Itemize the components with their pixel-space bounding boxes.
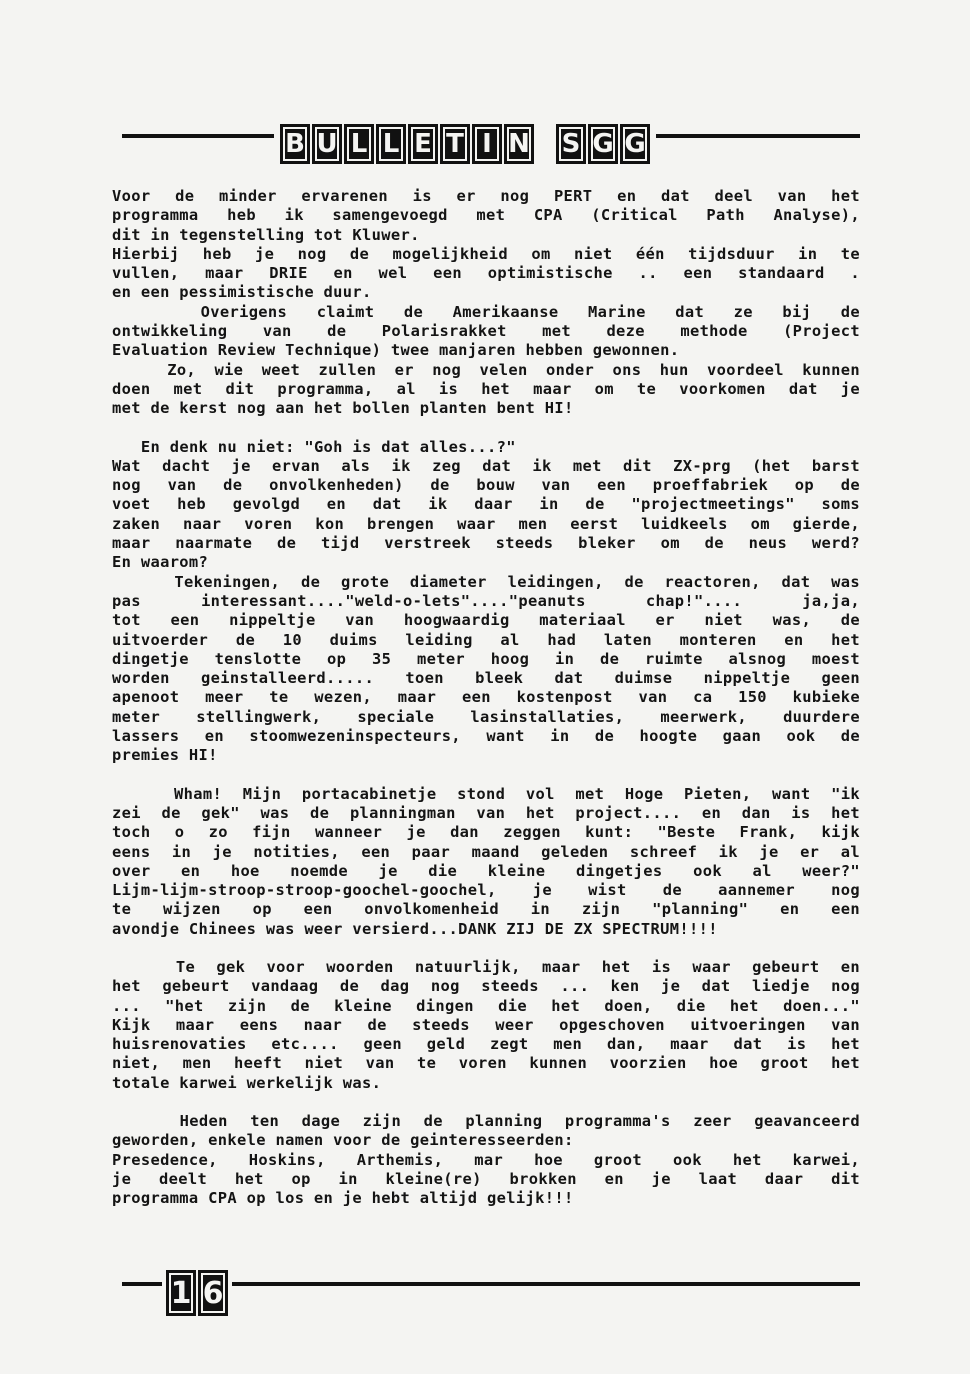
paragraph	[112, 438, 860, 766]
text-line: geworden, enkele namen voor de geinteresseerden:	[112, 1131, 574, 1150]
masthead-letter-3: L	[376, 124, 406, 164]
text-line: vullen, maar DRIE en wel een optimistische .. een standaard .	[112, 264, 860, 283]
text-line: Tekeningen, de grote diameter leidingen, de reactoren, dat was	[112, 572, 860, 591]
text-line: pas interessant...."weld-o-lets"...."peanuts chap!".... ja,ja,	[112, 591, 860, 610]
text-line: toch o zo fijn wanneer je dan zeggen kunt: "Beste Frank, kijk	[112, 823, 860, 842]
text-line: Kijk maar eens naar de steeds weer opgeschoven uitvoeringen van	[112, 1015, 860, 1034]
text-line: eens in je notities, een paar maand geleden schreef ik je er al	[112, 842, 860, 861]
article-body	[112, 187, 860, 1209]
masthead-letter-6: I	[472, 124, 502, 164]
page-number-digit-0: 1	[166, 1270, 196, 1316]
masthead-header	[122, 120, 860, 172]
paragraph	[112, 785, 860, 939]
masthead-title	[274, 120, 656, 168]
text-line: En denk nu niet: "Goh is dat alles...?"	[112, 437, 516, 456]
masthead-word-bulletin	[280, 124, 534, 164]
footer-rule	[122, 1282, 860, 1286]
text-line: zaken naar voren kon brengen waar men eerst luidkeels om gierde,	[112, 514, 860, 533]
text-line: huisrenovaties etc.... geen geld zegt men dan, maar dat is het	[112, 1035, 860, 1054]
masthead-word-sgg	[556, 124, 650, 164]
paragraph	[112, 1112, 860, 1208]
text-line: worden geinstalleerd..... toen bleek dat duimse nippeltje geen	[112, 669, 860, 688]
text-line: maar naarmate de tijd verstreek steeds bleker om de neus werd?	[112, 534, 860, 553]
text-line: programma CPA op los en je hebt altijd gelijk!!!	[112, 1189, 574, 1208]
text-line: Wat dacht je ervan als ik zeg dat ik met dit ZX-prg (het barst	[112, 456, 860, 475]
text-line: tot een nippeltje van hoogwaardig materiaal er niet was, de	[112, 611, 860, 630]
text-line: Zo, wie weet zullen er nog velen onder ons hun voordeel kunnen	[112, 360, 860, 379]
text-line: Wham! Mijn portacabinetje stond vol met Hoge Pieten, want "ik	[112, 784, 860, 803]
masthead-letter-sgg-2: G	[620, 124, 650, 164]
text-line: avondje Chinees was weer versierd...DANK ZIJ DE ZX SPECTRUM!!!!	[112, 919, 718, 938]
text-line: dingetje tenslotte op 35 meter hoog in de ruimte alsnog moest	[112, 649, 860, 668]
masthead-letter-0: B	[280, 124, 310, 164]
text-line: ... "het zijn de kleine dingen die het doen, die het doen..."	[112, 996, 860, 1015]
text-line: ontwikkeling van de Polarisrakket met deze methode (Project	[112, 322, 860, 341]
text-line: En waarom?	[112, 553, 209, 572]
text-line: zei de gek" was de planningman van het project.... en dan is het	[112, 803, 860, 822]
text-line: het gebeurt vandaag de dag nog steeds ... ken je dat liedje nog	[112, 977, 860, 996]
text-line: apenoot meer te wezen, maar een kostenpost van ca 150 kubieke	[112, 688, 860, 707]
text-line: en een pessimistische duur.	[112, 283, 372, 302]
text-line: nog van de onvolkenheden) de bouw van een proeffabriek op de	[112, 476, 860, 495]
masthead-letter-7: N	[504, 124, 534, 164]
text-line: met de kerst nog aan het bollen planten bent HI!	[112, 399, 574, 418]
paragraph	[112, 958, 860, 1093]
text-line: Presedence, Hoskins, Arthemis, mar hoe groot ook het karwei,	[112, 1150, 860, 1169]
text-line: uitvoerder de 10 duims leiding al had laten monteren en het	[112, 630, 860, 649]
text-line: voet heb gevolgd en dat ik daar in de "projectmeetings" soms	[112, 495, 860, 514]
text-line: dit in tegenstelling tot Kluwer.	[112, 225, 420, 244]
page-number	[162, 1270, 232, 1316]
text-line: niet, men heeft niet van te voren kunnen voorzien hoe groot het	[112, 1054, 860, 1073]
masthead-letter-4: E	[408, 124, 438, 164]
text-line: Lijm-lijm-stroop-stroop-goochel-goochel, je wist de aannemer nog	[112, 881, 860, 900]
masthead-letter-1: U	[312, 124, 342, 164]
page-number-digit-1: 6	[198, 1270, 228, 1316]
masthead-letter-5: T	[440, 124, 470, 164]
masthead-letter-2: L	[344, 124, 374, 164]
text-line: lassers en stoomwezeninspecteurs, want in de hoogte gaan ook de	[112, 727, 860, 746]
text-line: Evaluation Review Technique) twee manjaren hebben gewonnen.	[112, 341, 680, 360]
text-line: meter stellingwerk, speciale lasinstallaties, meerwerk, duurdere	[112, 707, 860, 726]
paragraph	[112, 187, 860, 419]
text-line: Te gek voor woorden natuurlijk, maar het is waar gebeurt en	[112, 957, 860, 976]
page-footer	[122, 1270, 860, 1330]
text-line: Heden ten dage zijn de planning programma's zeer geavanceerd	[112, 1112, 860, 1131]
text-line: je deelt het op in kleine(re) brokken en je laat daar dit	[112, 1169, 860, 1188]
text-line: doen met dit programma, al is het maar om te voorkomen dat je	[112, 379, 860, 398]
text-line: Hierbij heb je nog de mogelijkheid om niet één tijdsduur in te	[112, 244, 860, 263]
masthead-letter-sgg-0: S	[556, 124, 586, 164]
text-line: totale karwei werkelijk was.	[112, 1073, 382, 1092]
text-line: te wijzen op een onvolkomenheid in zijn "planning" en een	[112, 900, 860, 919]
text-line: Voor de minder ervarenen is er nog PERT en dat deel van het	[112, 187, 860, 205]
masthead-letter-sgg-1: G	[588, 124, 618, 164]
text-line: over en hoe noemde je die kleine dingetjes ook al weer?"	[112, 861, 860, 880]
text-line: Overigens claimt de Amerikaanse Marine dat ze bij de	[112, 302, 860, 321]
text-line: programma heb ik samengevoegd met CPA (Critical Path Analyse),	[112, 206, 860, 225]
text-line: premies HI!	[112, 746, 218, 765]
